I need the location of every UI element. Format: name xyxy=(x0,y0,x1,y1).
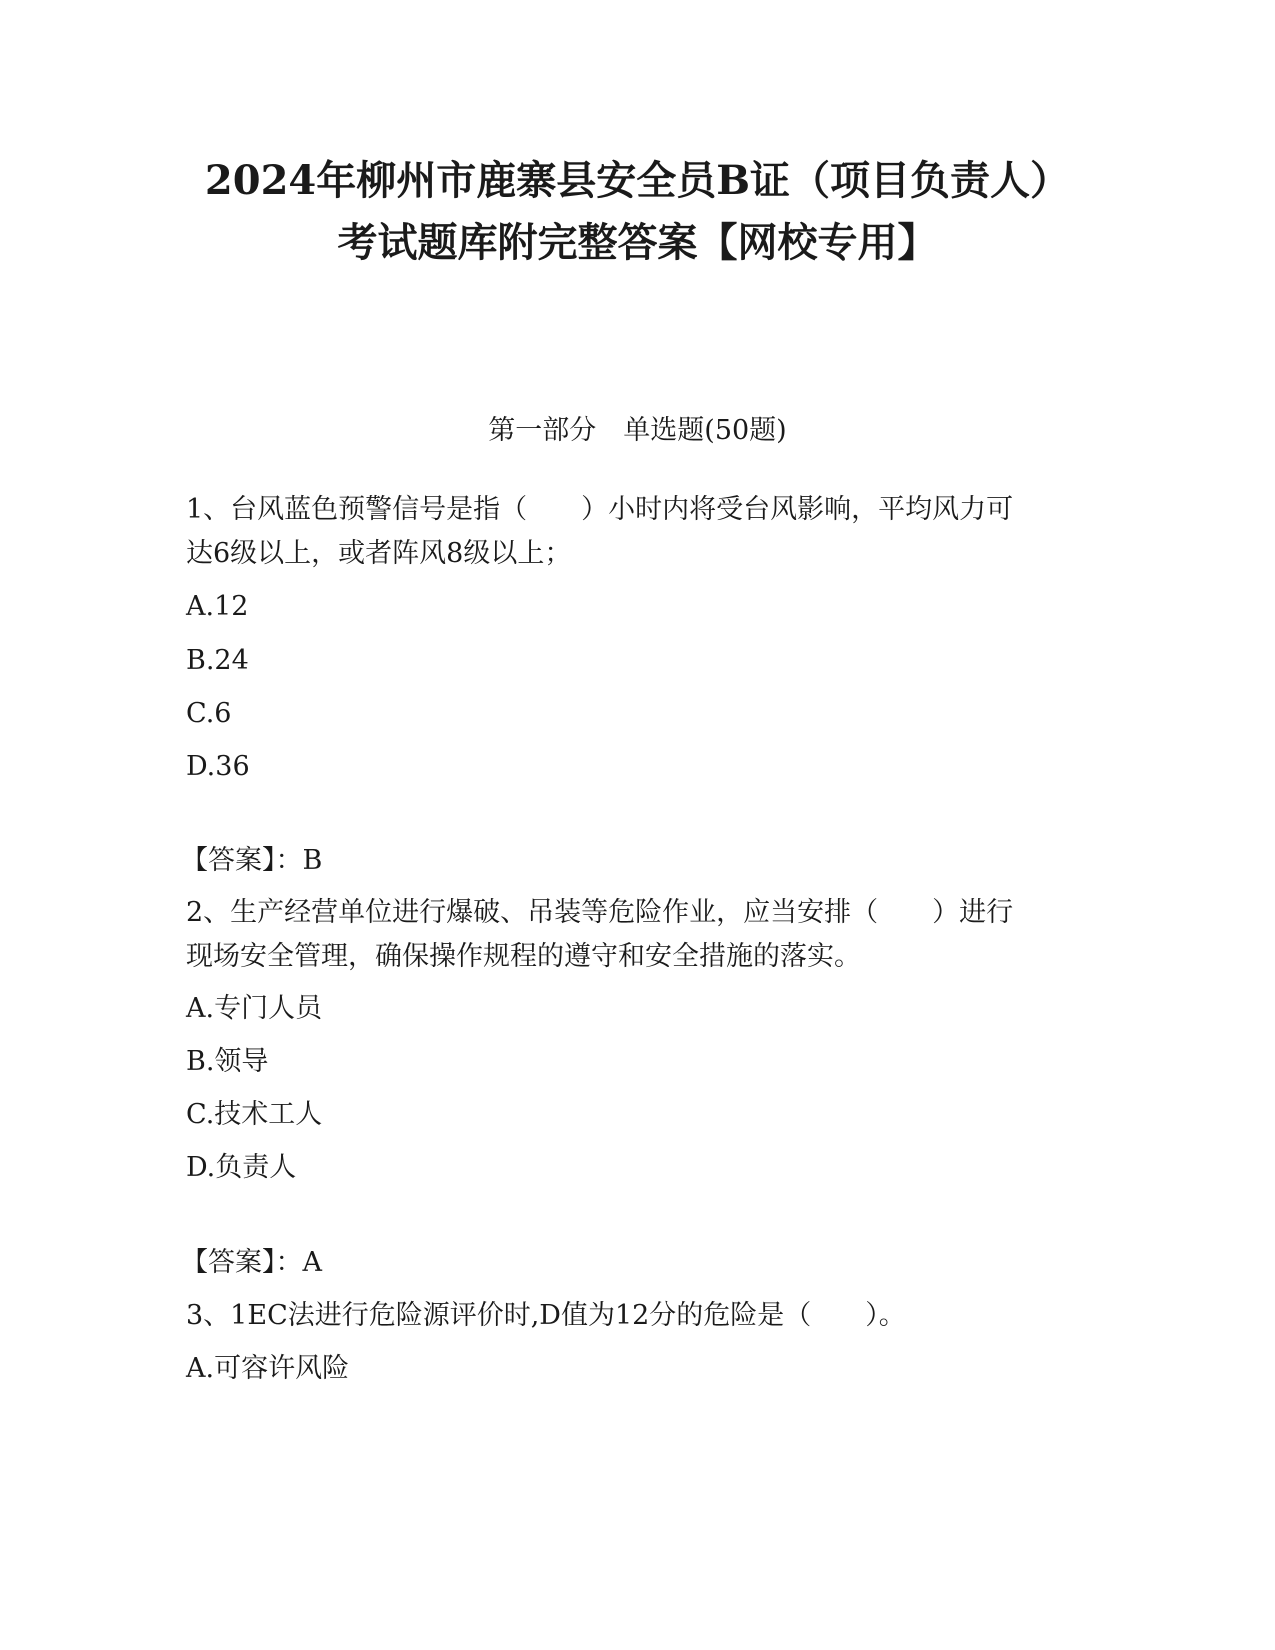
question-1-stem-line-1: 1、台风蓝色预警信号是指（ ）小时内将受台风影响，平均风力可 xyxy=(186,494,1014,525)
question-1-option-b: B.24 xyxy=(186,645,249,676)
question-1-option-c: C.6 xyxy=(186,698,232,729)
question-2-option-d: D.负责人 xyxy=(186,1152,297,1183)
question-2-answer: 【答案】：A xyxy=(181,1247,322,1278)
question-1-option-a: A.12 xyxy=(186,591,249,622)
question-1-stem-line-2: 达6级以上，或者阵风8级以上； xyxy=(186,538,572,569)
question-3-option-a: A.可容许风险 xyxy=(186,1353,350,1384)
question-2-stem-line-1: 2、生产经营单位进行爆破、吊装等危险作业，应当安排（ ）进行 xyxy=(186,897,1014,928)
question-1-option-d: D.36 xyxy=(186,751,250,782)
question-3-stem-line-1: 3、1EC法进行危险源评价时,D值为12分的危险是（ ）。 xyxy=(186,1300,906,1331)
question-1-answer: 【答案】：B xyxy=(181,845,323,876)
title-line-1: 2024年柳州市鹿寨县安全员B证（项目负责人） xyxy=(204,157,1071,204)
question-2-option-b: B.领导 xyxy=(186,1046,269,1077)
section-heading: 第一部分 单选题(50题) xyxy=(488,415,787,446)
question-2-option-c: C.技术工人 xyxy=(186,1099,323,1130)
title-line-2: 考试题库附完整答案【网校专用】 xyxy=(337,219,938,266)
document-title xyxy=(150,150,1125,274)
question-2-option-a: A.专门人员 xyxy=(186,993,323,1024)
question-2-stem-line-2: 现场安全管理，确保操作规程的遵守和安全措施的落实。 xyxy=(186,941,861,972)
